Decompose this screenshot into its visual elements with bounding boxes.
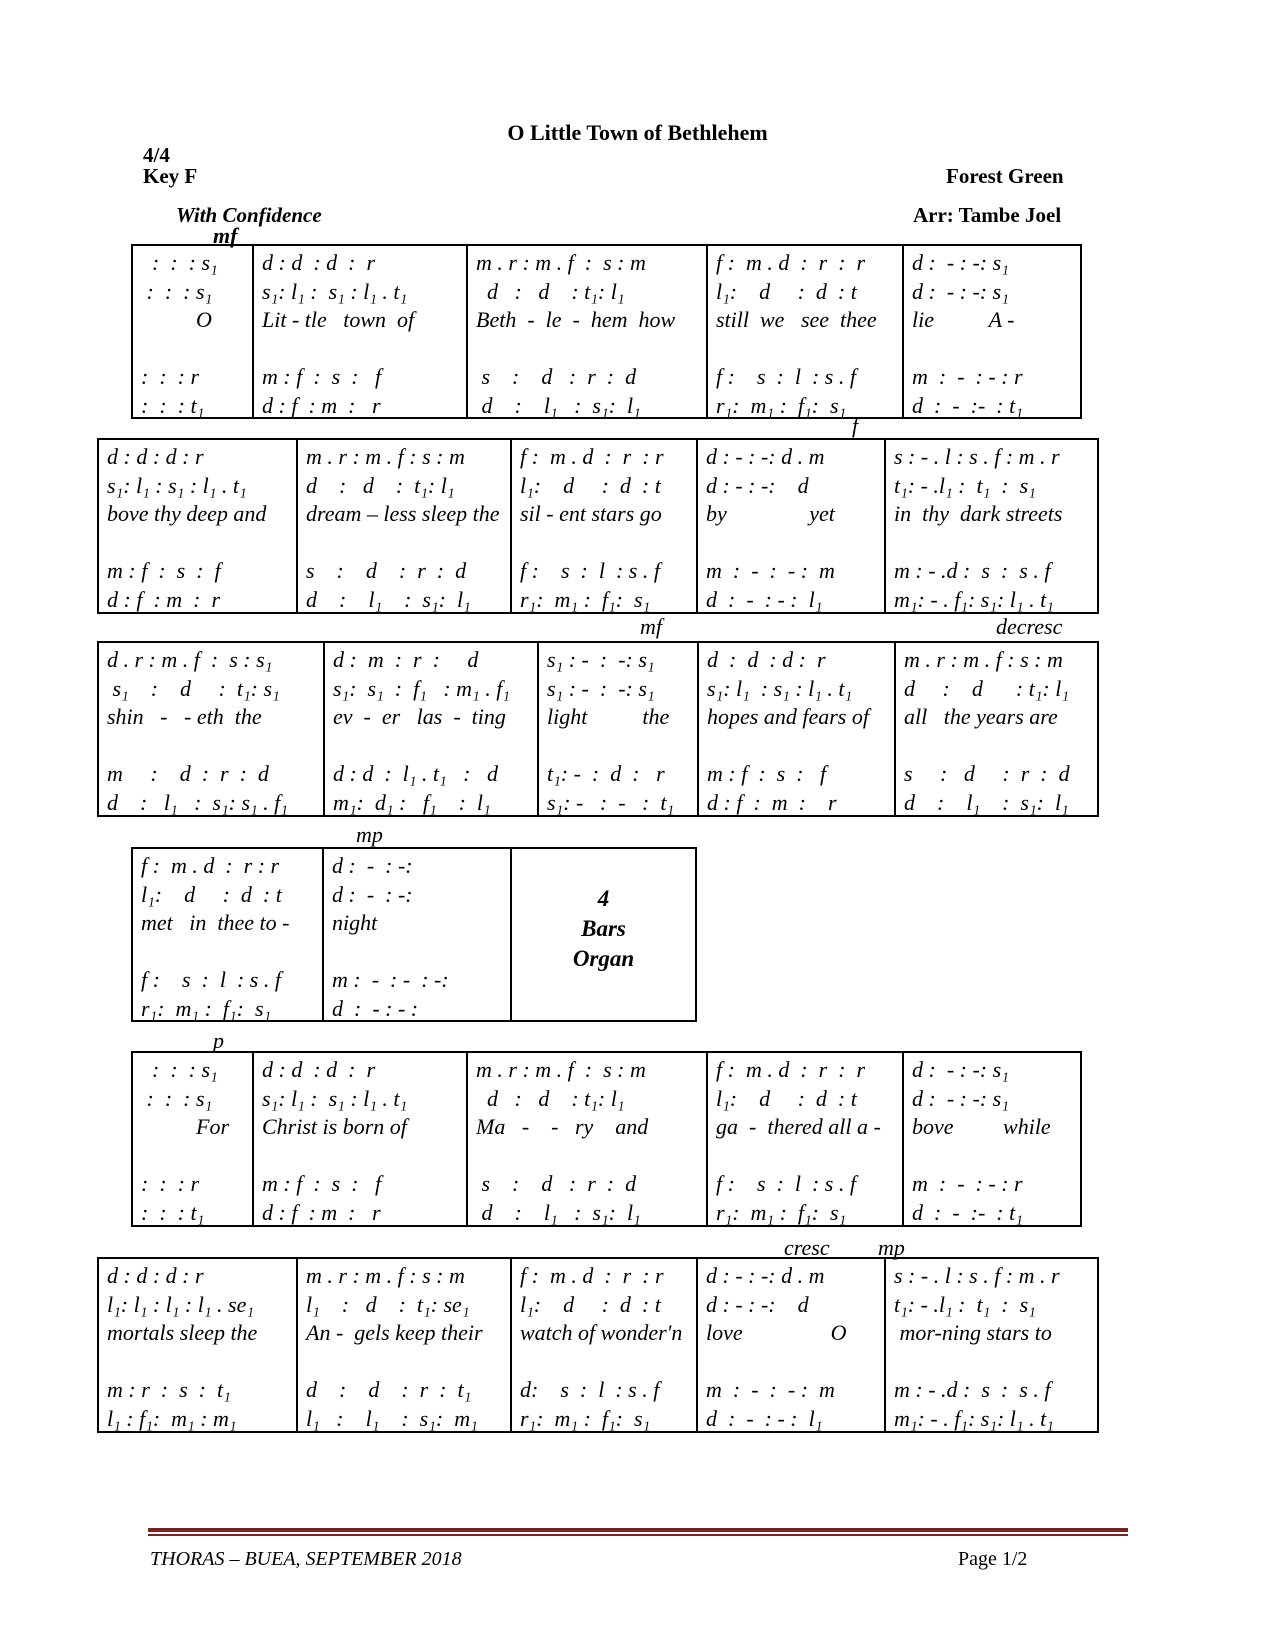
- organ-instrument-label: Organ: [572, 946, 635, 971]
- measure: [697, 643, 894, 815]
- solfa-tenor: d : d : l₁ . t₁ : d: [333, 761, 498, 786]
- footer-credit: THORAS – BUEA, SEPTEMBER 2018: [150, 1548, 462, 1570]
- music-system: [131, 244, 1082, 419]
- measure: [706, 246, 902, 417]
- measure: [99, 643, 323, 815]
- solfa-tenor: m : f : s : f: [262, 1171, 382, 1196]
- solfa-soprano: s₁ : - : -: s₁: [547, 647, 655, 672]
- solfa-tenor: f : s : l : s . f: [141, 967, 281, 992]
- solfa-tenor: m : d : r : d: [107, 761, 269, 786]
- organ-interlude: [510, 849, 695, 1020]
- measure: [99, 1259, 296, 1431]
- key-signature: Key F: [143, 164, 198, 188]
- measure: [252, 1053, 466, 1225]
- music-system: [97, 438, 1099, 614]
- measure: [706, 1053, 902, 1225]
- lyrics: night: [332, 910, 378, 935]
- solfa-tenor: m : - : - : r: [912, 364, 1023, 389]
- solfa-bass: l₁ : f₁: m₁ : m₁: [107, 1406, 237, 1431]
- lyrics: sil - ent stars go: [520, 501, 662, 526]
- solfa-soprano: m . r : m . f : s : m: [476, 1057, 646, 1082]
- solfa-soprano: d : - : -: d . m: [706, 444, 825, 469]
- solfa-alto: l₁ : d : t₁: se₁: [306, 1292, 470, 1317]
- measure: [537, 643, 697, 815]
- solfa-bass: d : l₁ : s₁: l₁: [476, 393, 641, 418]
- dynamic-mark: mp: [878, 1235, 905, 1260]
- measure: [902, 1053, 1080, 1225]
- solfa-bass: d : - :- : t₁: [912, 393, 1023, 418]
- solfa-tenor: d: s : l : s . f: [520, 1377, 660, 1402]
- footer-rule: [148, 1534, 1128, 1536]
- music-system: [131, 847, 697, 1022]
- solfa-soprano: d : d : d : r: [107, 444, 204, 469]
- lyrics: Ma - - ry and: [476, 1114, 649, 1139]
- solfa-soprano: s : - . l : s . f : m . r: [894, 444, 1060, 469]
- lyrics: Christ is born of: [262, 1114, 407, 1139]
- dynamic-mark: decresc: [996, 614, 1063, 639]
- solfa-alto: : : : s₁: [141, 279, 213, 304]
- solfa-alto: d : - : -: d: [706, 1292, 809, 1317]
- solfa-alto: l₁: d : d : t: [716, 279, 857, 304]
- lyrics: ga - thered all a -: [716, 1114, 881, 1139]
- solfa-soprano: f : m . d : r : r: [520, 1263, 664, 1288]
- arranger: Arr: Tambe Joel: [913, 203, 1062, 227]
- solfa-bass: l₁ : l₁ : s₁: m₁: [306, 1406, 478, 1431]
- lyrics: love O: [706, 1320, 847, 1345]
- solfa-soprano: d : d : d : r: [262, 250, 376, 275]
- solfa-bass: d : - :- : t₁: [912, 1200, 1023, 1225]
- lyrics: ev - er las - ting: [333, 704, 506, 729]
- solfa-alto: d : - : -: d: [706, 473, 809, 498]
- lyrics: lie A -: [912, 307, 1015, 332]
- solfa-alto: l₁: d : d : t: [141, 882, 282, 907]
- solfa-alto: d : d : t₁: l₁: [476, 1086, 625, 1111]
- solfa-bass: d : f : m : r: [262, 393, 381, 418]
- tune-name: Forest Green: [946, 164, 1064, 188]
- solfa-alto: t₁: - .l₁ : t₁ : s₁: [894, 473, 1036, 498]
- lyrics: by yet: [706, 501, 835, 526]
- lyrics: An - gels keep their: [306, 1320, 483, 1345]
- solfa-soprano: m . r : m . f : s : m: [306, 444, 465, 469]
- solfa-bass: d : f : m : r: [107, 587, 221, 612]
- solfa-tenor: m : r : s : t₁: [107, 1377, 231, 1402]
- page-number: Page 1/2: [958, 1548, 1028, 1570]
- solfa-bass: d : - : - : l₁: [706, 587, 823, 612]
- solfa-soprano: d : - : -: d . m: [706, 1263, 825, 1288]
- solfa-tenor: s : d : r : d: [476, 364, 637, 389]
- solfa-bass: d : f : m : r: [262, 1200, 381, 1225]
- solfa-soprano: m . r : m . f : s : m: [306, 1263, 465, 1288]
- measure: [296, 440, 510, 612]
- solfa-alto: l₁: d : d : t: [716, 1086, 857, 1111]
- measure: [902, 246, 1080, 417]
- lyrics: in thy dark streets: [894, 501, 1063, 526]
- measure: [696, 440, 884, 612]
- solfa-soprano: f : m . d : r : r: [520, 444, 664, 469]
- solfa-soprano: : : : s₁: [141, 1057, 218, 1082]
- dynamic-mark: f: [852, 413, 859, 438]
- measure: [133, 849, 322, 1020]
- dynamic-mark: p: [213, 1028, 224, 1053]
- solfa-alto: d : - : -: s₁: [912, 279, 1009, 304]
- organ-bars-label: Bars: [581, 916, 626, 941]
- solfa-tenor: d : d : r : t₁: [306, 1377, 472, 1402]
- dynamic-mark: mf: [640, 614, 662, 639]
- solfa-bass: d : l₁ : s₁: l₁: [476, 1200, 641, 1225]
- solfa-tenor: : : : r: [141, 1171, 200, 1196]
- solfa-soprano: d : - : -:: [332, 853, 413, 878]
- tempo-marking: With Confidence: [176, 203, 322, 227]
- lyrics: O: [141, 307, 212, 332]
- solfa-alto: s₁: s₁ : f₁ : m₁ . f₁: [333, 676, 510, 701]
- measure: [133, 1053, 252, 1225]
- solfa-bass: r₁: m₁ : f₁: s₁: [520, 587, 651, 612]
- solfa-alto: d : d : t₁: l₁: [306, 473, 455, 498]
- solfa-tenor: f : s : l : s . f: [520, 558, 660, 583]
- solfa-soprano: d : - : -: s₁: [912, 250, 1009, 275]
- solfa-bass: d : l₁ : s₁: l₁: [904, 790, 1069, 815]
- measure: [322, 849, 510, 1020]
- lyrics: shin - - eth the: [107, 704, 262, 729]
- measure: [296, 1259, 510, 1431]
- solfa-bass: r₁: m₁ : f₁: s₁: [716, 393, 847, 418]
- solfa-soprano: f : m . d : r : r: [716, 1057, 866, 1082]
- measure: [323, 643, 537, 815]
- lyrics: bove while: [912, 1114, 1051, 1139]
- solfa-tenor: s : d : r : d: [306, 558, 467, 583]
- solfa-alto: d : d : t₁: l₁: [476, 279, 625, 304]
- music-system: [131, 1051, 1082, 1227]
- lyrics: watch of wonder'n: [520, 1320, 683, 1345]
- solfa-bass: r₁: m₁ : f₁: s₁: [141, 996, 272, 1021]
- lyrics: met in thee to -: [141, 910, 290, 935]
- lyrics: still we see thee: [716, 307, 877, 332]
- dynamic-mark: mf: [213, 223, 238, 248]
- solfa-alto: s₁: l₁ : s₁ : l₁ . t₁: [262, 279, 408, 304]
- lyrics: all the years are: [904, 704, 1058, 729]
- solfa-tenor: m : f : s : f: [262, 364, 382, 389]
- solfa-bass: d : f : m : r: [707, 790, 837, 815]
- time-signature: 4/4: [143, 143, 170, 167]
- solfa-alto: s₁: l₁ : s₁ : l₁ . t₁: [107, 473, 247, 498]
- solfa-tenor: : : : r: [141, 364, 200, 389]
- solfa-tenor: m : f : s : f: [707, 761, 827, 786]
- measure: [510, 1259, 696, 1431]
- dynamic-mark: mp: [356, 822, 383, 847]
- solfa-soprano: d : d : d : r: [262, 1057, 376, 1082]
- solfa-tenor: m : - .d : s : s . f: [894, 558, 1051, 583]
- solfa-bass: m₁: d₁ : f₁ : l₁: [333, 790, 491, 815]
- solfa-tenor: f : s : l : s . f: [716, 1171, 856, 1196]
- measure: [99, 440, 296, 612]
- solfa-soprano: d : m : r : d: [333, 647, 479, 672]
- measure: [510, 440, 696, 612]
- solfa-tenor: s : d : r : d: [476, 1171, 637, 1196]
- footer-rule: [148, 1528, 1128, 1532]
- measure: [466, 1053, 706, 1225]
- solfa-alto: d : d : t₁: l₁: [904, 676, 1069, 701]
- solfa-bass: d : l₁ : s₁: l₁: [306, 587, 471, 612]
- solfa-alto: s₁: l₁ : s₁ : l₁ . t₁: [707, 676, 853, 701]
- lyrics: dream – less sleep the: [306, 501, 500, 526]
- lyrics: Lit - tle town of: [262, 307, 415, 332]
- measure: [884, 1259, 1097, 1431]
- solfa-soprano: d : d : d : r: [707, 647, 826, 672]
- music-system: [97, 1257, 1099, 1433]
- solfa-soprano: f : m . d : r : r: [141, 853, 280, 878]
- solfa-bass: d : l₁ : s₁: s₁ . f₁: [107, 790, 288, 815]
- solfa-tenor: m : - : - : m: [706, 1377, 835, 1402]
- solfa-alto: t₁: - .l₁ : t₁ : s₁: [894, 1292, 1036, 1317]
- solfa-tenor: t₁: - : d : r: [547, 761, 665, 786]
- solfa-alto: d : - : -:: [332, 882, 413, 907]
- solfa-bass: : : : t₁: [141, 393, 205, 418]
- lyrics: hopes and fears of: [707, 704, 869, 729]
- solfa-tenor: m : - : - : -:: [332, 967, 449, 992]
- solfa-alto: s₁ : d : t₁: s₁: [107, 676, 280, 701]
- measure: [133, 246, 252, 417]
- solfa-tenor: m : f : s : f: [107, 558, 221, 583]
- organ-bars-count: 4: [597, 886, 610, 911]
- measure: [894, 643, 1097, 815]
- solfa-alto: s₁: l₁ : s₁ : l₁ . t₁: [262, 1086, 408, 1111]
- measure: [252, 246, 466, 417]
- solfa-bass: r₁: m₁ : f₁: s₁: [520, 1406, 651, 1431]
- solfa-bass: s₁: - : - : t₁: [547, 790, 675, 815]
- measure: [884, 440, 1097, 612]
- lyrics: Beth - le - hem how: [476, 307, 676, 332]
- solfa-tenor: s : d : r : d: [904, 761, 1070, 786]
- solfa-bass: : : : t₁: [141, 1200, 205, 1225]
- solfa-alto: l₁: d : d : t: [520, 473, 661, 498]
- solfa-alto: l₁: d : d : t: [520, 1292, 661, 1317]
- solfa-soprano: d : d : d : r: [107, 1263, 204, 1288]
- solfa-soprano: s : - . l : s . f : m . r: [894, 1263, 1060, 1288]
- lyrics: mor-ning stars to: [894, 1320, 1052, 1345]
- solfa-bass: m₁: - . f₁: s₁: l₁ . t₁: [894, 1406, 1054, 1431]
- solfa-bass: r₁: m₁ : f₁: s₁: [716, 1200, 847, 1225]
- solfa-bass: m₁: - . f₁: s₁: l₁ . t₁: [894, 587, 1054, 612]
- solfa-tenor: m : - : - : m: [706, 558, 835, 583]
- solfa-bass: d : - : - :: [332, 996, 419, 1021]
- solfa-alto: d : - : -: s₁: [912, 1086, 1009, 1111]
- dynamic-mark: cresc: [784, 1235, 830, 1260]
- measure: [466, 246, 706, 417]
- solfa-alto: s₁ : - : -: s₁: [547, 676, 655, 701]
- solfa-soprano: f : m . d : r : r: [716, 250, 866, 275]
- solfa-tenor: f : s : l : s . f: [716, 364, 856, 389]
- lyrics: For: [141, 1114, 229, 1139]
- lyrics: mortals sleep the: [107, 1320, 258, 1345]
- solfa-soprano: d : - : -: s₁: [912, 1057, 1009, 1082]
- solfa-soprano: m . r : m . f : s : m: [476, 250, 646, 275]
- solfa-tenor: m : - : - : r: [912, 1171, 1023, 1196]
- solfa-alto: : : : s₁: [141, 1086, 213, 1111]
- lyrics: bove thy deep and: [107, 501, 267, 526]
- solfa-soprano: d . r : m . f : s : s₁: [107, 647, 273, 672]
- solfa-bass: d : - : - : l₁: [706, 1406, 823, 1431]
- page-title: O Little Town of Bethlehem: [507, 120, 768, 145]
- solfa-alto: l₁: l₁ : l₁ : l₁ . se₁: [107, 1292, 254, 1317]
- measure: [696, 1259, 884, 1431]
- lyrics: light the: [547, 704, 670, 729]
- music-system: [97, 641, 1099, 817]
- solfa-soprano: : : : s₁: [141, 250, 218, 275]
- solfa-tenor: m : - .d : s : s . f: [894, 1377, 1051, 1402]
- solfa-soprano: m . r : m . f : s : m: [904, 647, 1063, 672]
